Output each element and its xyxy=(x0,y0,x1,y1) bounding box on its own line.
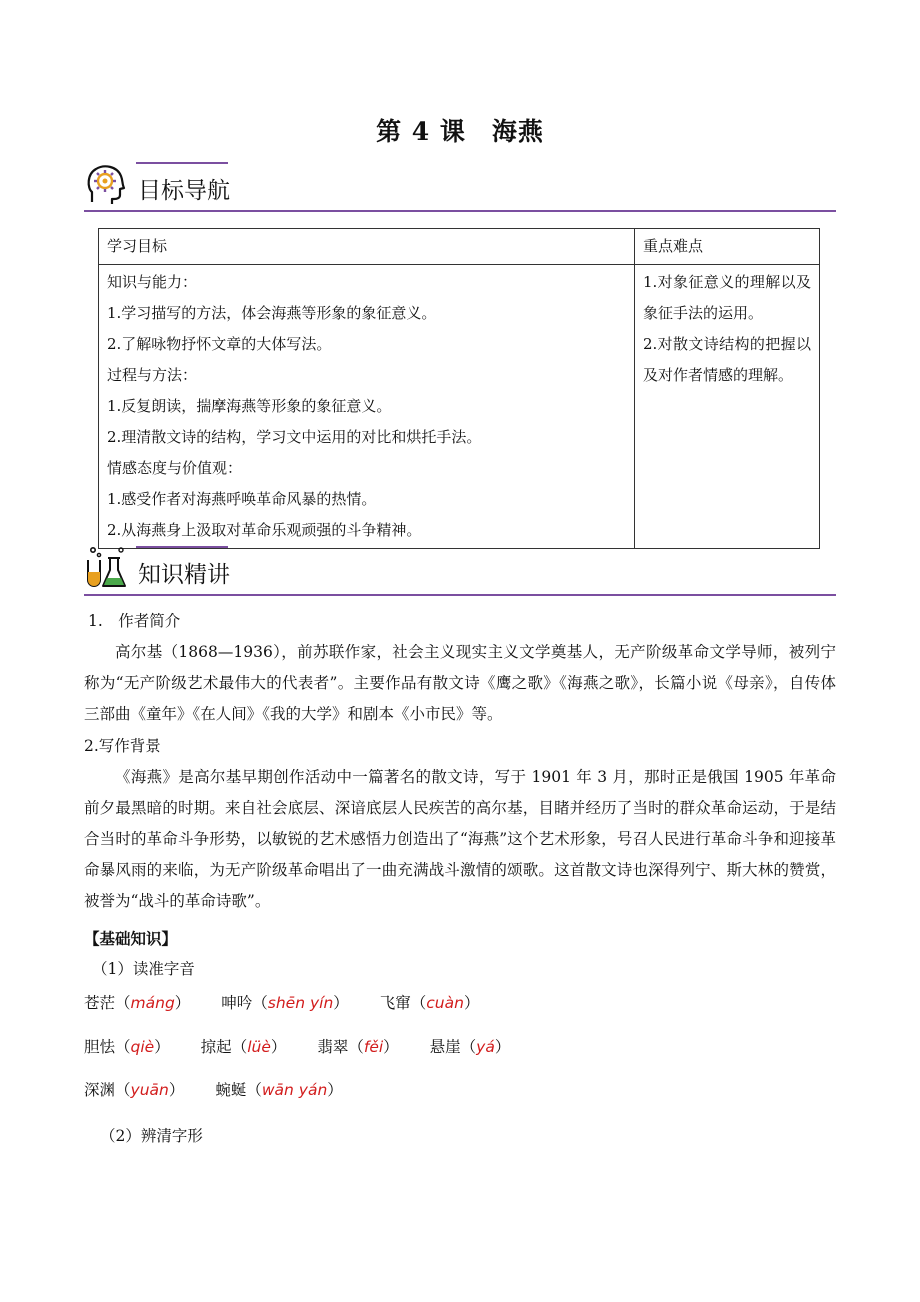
table-body-row xyxy=(99,265,820,549)
word-item: 苍茫（máng） xyxy=(84,994,191,1012)
goal-line: 2.了解咏物抒怀文章的大体写法。 xyxy=(107,335,332,353)
section-title: 目标导航 xyxy=(138,178,230,204)
goal-line: 过程与方法： xyxy=(107,366,198,384)
section-title: 知识精讲 xyxy=(138,562,230,588)
section-header-goals xyxy=(84,162,836,212)
goal-line: 情感态度与价值观： xyxy=(107,459,243,477)
basics-heading: 【基础知识】 xyxy=(84,929,178,948)
pinyin: wān yán xyxy=(261,1081,328,1099)
word-item: 呻吟（shēn yín） xyxy=(221,994,349,1012)
pinyin: máng xyxy=(130,994,175,1012)
lab-flask-icon xyxy=(84,546,128,590)
goal-line: 1.反复朗读，揣摩海燕等形象的象征意义。 xyxy=(107,397,392,415)
author-intro-heading: 1. 作者简介 xyxy=(88,612,181,630)
head-gear-icon xyxy=(84,162,128,206)
goal-line: 1.感受作者对海燕呼唤革命风暴的热情。 xyxy=(107,490,377,508)
word-item: 悬崖（yá） xyxy=(429,1038,511,1056)
header-key-points: 重点难点 xyxy=(635,229,820,265)
header-learning-goals: 学习目标 xyxy=(99,229,635,265)
word-item: 飞窜（cuàn） xyxy=(379,994,480,1012)
page-title: 第 4 课 海燕 xyxy=(376,117,544,146)
header-divider xyxy=(84,594,836,596)
word-item: 翡翠（fěi） xyxy=(317,1038,399,1056)
pronunciation-subheading: （1）读准字音 xyxy=(92,960,195,978)
background-text: 《海燕》是高尔基早期创作活动中一篇著名的散文诗，写于 1901 年 3 月，那时正是俄国 1905 年革命前夕最黑暗的时期。来自社会底层、深谙底层人民疾苦的高尔基，目睹并经历了当时的群众革命运动，于是结合当时的革命斗争形势，以敏锐的艺术感悟力创造出了“海燕”这个艺术形象，号召人民进行革命斗争和迎接革命暴风雨的来临，为无产阶级革命唱出了一曲充满战斗激情的颂歌。这首散文诗也深得列宁、斯大林的赞赏，被誉为“战斗的革命诗歌”。 xyxy=(84,768,836,910)
word-item: 掠起（lüè） xyxy=(200,1038,287,1056)
background-heading: 2.写作背景 xyxy=(84,737,161,755)
glyph-subheading: （2）辨清字形 xyxy=(100,1127,203,1145)
goal-line: 2.从海燕身上汲取对革命乐观顽强的斗争精神。 xyxy=(107,521,422,539)
goal-line: 知识与能力： xyxy=(107,273,198,291)
goals-cell xyxy=(99,265,635,549)
pinyin: fěi xyxy=(363,1038,384,1056)
pronunciation-row xyxy=(84,988,505,1019)
goals-table xyxy=(98,228,820,549)
key-point: 1.对象征意义的理解以及象征手法的运用。 xyxy=(643,273,811,322)
pinyin: yuān xyxy=(130,1081,169,1099)
pinyin: yá xyxy=(476,1038,495,1056)
pronunciation-row xyxy=(84,1075,369,1106)
pinyin: cuàn xyxy=(426,994,464,1012)
word-item: 胆怯（qiè） xyxy=(84,1038,170,1056)
word-item: 蜿蜒（wān yán） xyxy=(215,1081,343,1099)
header-accent-line xyxy=(136,162,228,164)
word-item: 深渊（yuān） xyxy=(84,1081,185,1099)
author-intro-text: 高尔基（1868—1936），前苏联作家，社会主义现实主义文学奠基人，无产阶级革命文学导师，被列宁称为“无产阶级艺术最伟大的代表者”。主要作品有散文诗《鹰之歌》《海燕之歌》，长篇小说《母亲》，自传体三部曲《童年》《在人间》《我的大学》和剧本《小市民》等。 xyxy=(84,643,836,723)
section-header-knowledge xyxy=(84,546,836,596)
pronunciation-row xyxy=(84,1032,536,1063)
goal-line: 2.理清散文诗的结构，学习文中运用的对比和烘托手法。 xyxy=(107,428,482,446)
pinyin: qiè xyxy=(130,1038,155,1056)
key-point: 2.对散文诗结构的把握以及对作者情感的理解。 xyxy=(643,335,811,384)
table-header-row xyxy=(99,229,820,265)
goal-line: 1.学习描写的方法，体会海燕等形象的象征意义。 xyxy=(107,304,437,322)
header-accent-line xyxy=(136,546,228,548)
header-divider xyxy=(84,210,836,212)
key-points-cell xyxy=(635,265,820,549)
pinyin: lüè xyxy=(247,1038,271,1056)
pinyin: shēn yín xyxy=(267,994,334,1012)
